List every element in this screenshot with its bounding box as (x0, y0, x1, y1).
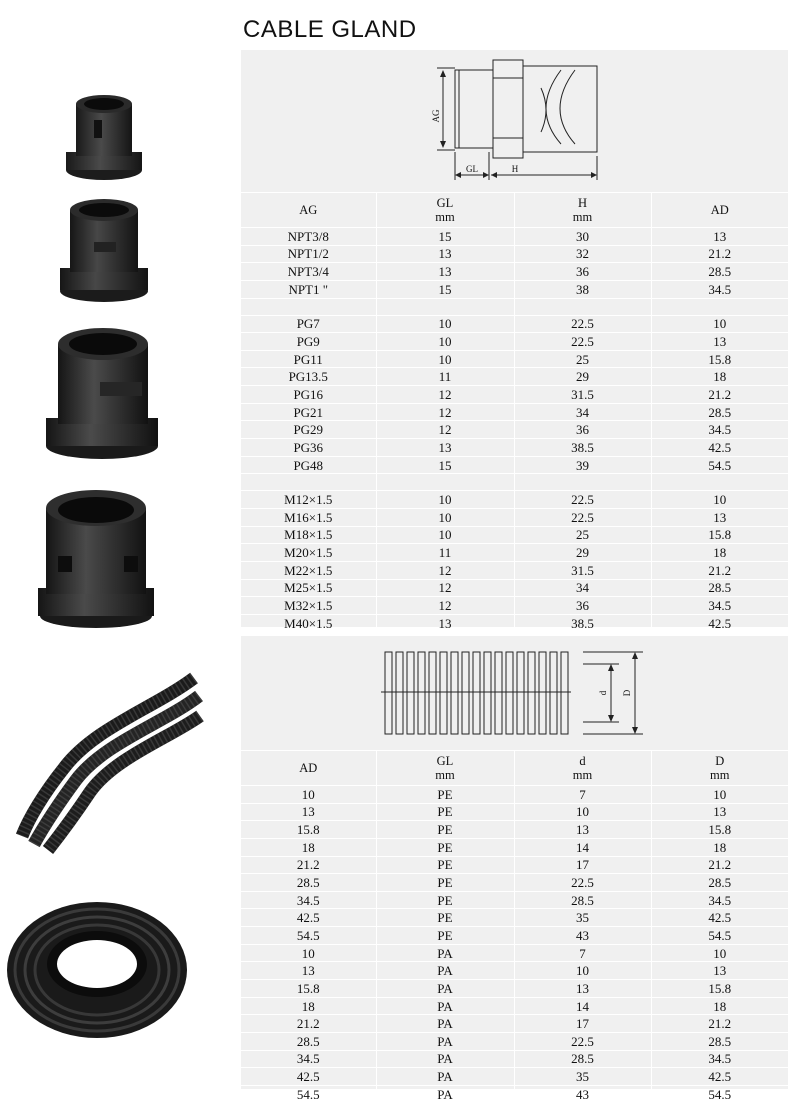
table-cell: 15.8 (651, 821, 788, 839)
table-cell: M16×1.5 (241, 508, 376, 526)
table-cell: 15.8 (651, 980, 788, 998)
table-cell: PG16 (241, 386, 376, 404)
table-cell: 13 (651, 962, 788, 980)
table-cell: PG29 (241, 421, 376, 439)
table-row (241, 1015, 788, 1033)
table-cell: 42.5 (651, 614, 788, 632)
table-cell: 25 (514, 526, 651, 544)
table-cell: 18 (241, 838, 376, 856)
table-cell: 11 (376, 368, 514, 386)
table-row (241, 421, 788, 439)
table-cell: 28.5 (651, 874, 788, 892)
table-row (241, 786, 788, 804)
conduit-rib (429, 652, 436, 734)
table-cell: 15 (376, 456, 514, 474)
group-separator-row (241, 474, 788, 491)
table-row (241, 874, 788, 892)
table-cell: 10 (651, 315, 788, 333)
conduit-rib (495, 652, 502, 734)
column-header-unit: mm (435, 768, 455, 782)
table-cell: 42.5 (651, 439, 788, 457)
column-header (514, 193, 651, 228)
table-cell: 21.2 (651, 561, 788, 579)
table-cell: PA (376, 1068, 514, 1086)
table-cell: 43 (514, 927, 651, 945)
conduit-rib (396, 652, 403, 734)
table-cell: 18 (651, 368, 788, 386)
table-cell: 13 (514, 821, 651, 839)
table-cell: 13 (241, 962, 376, 980)
table-cell: 14 (514, 838, 651, 856)
column-header (376, 751, 514, 786)
conduit-coil-photo (4, 892, 190, 1042)
table-cell: 13 (376, 263, 514, 281)
column-header-unit: mm (572, 210, 593, 224)
table-cell: 28.5 (241, 874, 376, 892)
table-cell: PA (376, 1085, 514, 1102)
table-cell: 10 (514, 962, 651, 980)
conduit-rib (451, 652, 458, 734)
table-cell: 42.5 (241, 1068, 376, 1086)
table-cell: 36 (514, 421, 651, 439)
column-header (514, 751, 651, 786)
table-cell: M40×1.5 (241, 614, 376, 632)
table-cell: NPT1/2 (241, 245, 376, 263)
empty-cell (514, 298, 651, 315)
table-cell: 38.5 (514, 614, 651, 632)
table-cell: 38 (514, 280, 651, 298)
h-dimension-label: H (511, 164, 519, 174)
table-cell: 34 (514, 403, 651, 421)
table-cell: 12 (376, 421, 514, 439)
cable-gland-table (241, 192, 788, 649)
table-cell: 18 (651, 838, 788, 856)
empty-cell (241, 298, 376, 315)
table-cell: 13 (651, 333, 788, 351)
table-cell: 54.5 (651, 1085, 788, 1102)
table-cell: 32 (514, 245, 651, 263)
table-cell: 22.5 (514, 508, 651, 526)
table-header-row (241, 193, 788, 228)
table-cell: PE (376, 874, 514, 892)
table-row (241, 838, 788, 856)
table-cell: 21.2 (651, 1015, 788, 1033)
table-cell: 21.2 (651, 856, 788, 874)
column-header (376, 193, 514, 228)
cable-gland-photo-2 (54, 196, 154, 304)
table-cell: 36 (514, 263, 651, 281)
table-row (241, 245, 788, 263)
table-cell: 29 (514, 544, 651, 562)
group-separator-row (241, 298, 788, 315)
table-row (241, 508, 788, 526)
cable-gland-drawing (241, 50, 788, 192)
conduit-rib (539, 652, 546, 734)
table-cell: 25 (514, 350, 651, 368)
d-dimension-label: d (598, 690, 608, 696)
table-row (241, 439, 788, 457)
table-cell: 42.5 (241, 909, 376, 927)
table-header-row (241, 751, 788, 786)
table-cell: 10 (651, 491, 788, 509)
table-cell: PA (376, 997, 514, 1015)
table-cell: 17 (514, 1015, 651, 1033)
conduit-rib (517, 652, 524, 734)
table-cell: 28.5 (651, 1032, 788, 1050)
table-cell: 54.5 (651, 456, 788, 474)
table-cell: PE (376, 786, 514, 804)
page-title: CABLE GLAND (243, 16, 417, 43)
conduit-hose-photo (4, 668, 204, 858)
table-cell: 10 (376, 526, 514, 544)
table-cell: PG21 (241, 403, 376, 421)
table-row (241, 803, 788, 821)
table-cell: 10 (376, 315, 514, 333)
table-cell: 12 (376, 597, 514, 615)
table-cell: 42.5 (651, 909, 788, 927)
table-cell: 10 (651, 786, 788, 804)
empty-cell (241, 474, 376, 491)
table-row (241, 350, 788, 368)
table-cell: 34.5 (651, 1050, 788, 1068)
table-cell: 15.8 (651, 526, 788, 544)
table-row (241, 614, 788, 632)
table-cell: 21.2 (241, 856, 376, 874)
table-row (241, 544, 788, 562)
empty-cell (651, 474, 788, 491)
table-cell: NPT3/4 (241, 263, 376, 281)
table-cell: 22.5 (514, 1032, 651, 1050)
table-cell: M32×1.5 (241, 597, 376, 615)
table-cell: 12 (376, 386, 514, 404)
column-header-name: d (579, 754, 586, 768)
table-cell: PG7 (241, 315, 376, 333)
table-cell: 28.5 (651, 263, 788, 281)
conduit-table (241, 750, 788, 1103)
table-cell: 12 (376, 579, 514, 597)
cable-gland-panel (241, 50, 788, 631)
table-cell: 28.5 (651, 403, 788, 421)
table-cell: PE (376, 838, 514, 856)
table-row (241, 597, 788, 615)
table-cell: 10 (651, 944, 788, 962)
table-cell: 22.5 (514, 315, 651, 333)
table-cell: PA (376, 944, 514, 962)
table-cell: PE (376, 909, 514, 927)
table-cell: PA (376, 1050, 514, 1068)
table-cell: 28.5 (241, 1032, 376, 1050)
table-cell: PA (376, 980, 514, 998)
table-cell: 54.5 (651, 927, 788, 945)
table-cell: 10 (376, 350, 514, 368)
table-row (241, 891, 788, 909)
conduit-rib (385, 652, 392, 734)
table-row (241, 1032, 788, 1050)
table-cell: 34.5 (651, 891, 788, 909)
table-cell: 13 (241, 803, 376, 821)
table-cell: PA (376, 1032, 514, 1050)
column-header-name: GL (436, 196, 454, 210)
conduit-rib (484, 652, 491, 734)
column-header-name: AD (299, 761, 318, 775)
table-cell: M18×1.5 (241, 526, 376, 544)
table-cell: PE (376, 927, 514, 945)
table-cell: 54.5 (241, 927, 376, 945)
table-cell: 34.5 (241, 1050, 376, 1068)
table-cell: PG9 (241, 333, 376, 351)
conduit-rib (418, 652, 425, 734)
table-row (241, 909, 788, 927)
cable-gland-photo-3 (40, 322, 165, 462)
table-cell: 21.2 (651, 386, 788, 404)
column-header-name: GL (436, 754, 454, 768)
table-cell: PA (376, 962, 514, 980)
table-cell: NPT1 " (241, 280, 376, 298)
table-row (241, 228, 788, 246)
table-row (241, 1050, 788, 1068)
table-cell: 10 (514, 803, 651, 821)
table-cell: 43 (514, 1085, 651, 1102)
column-header-name: H (577, 196, 588, 210)
table-cell: 21.2 (241, 1015, 376, 1033)
table-cell: 29 (514, 368, 651, 386)
table-cell: 15.8 (241, 980, 376, 998)
empty-cell (376, 298, 514, 315)
table-row (241, 280, 788, 298)
table-row (241, 333, 788, 351)
table-cell: 39 (514, 456, 651, 474)
table-cell: 34.5 (651, 421, 788, 439)
table-cell: 34 (514, 579, 651, 597)
table-cell: 35 (514, 909, 651, 927)
ag-dimension-label: AG (431, 109, 441, 123)
column-header (651, 751, 788, 786)
table-cell: 14 (514, 997, 651, 1015)
table-row (241, 386, 788, 404)
table-cell: 28.5 (514, 1050, 651, 1068)
table-cell: 17 (514, 856, 651, 874)
table-cell: 10 (241, 944, 376, 962)
table-row (241, 456, 788, 474)
table-row (241, 980, 788, 998)
conduit-rib (528, 652, 535, 734)
table-cell: 18 (651, 997, 788, 1015)
table-cell: 10 (376, 508, 514, 526)
table-cell: 31.5 (514, 561, 651, 579)
table-cell: PE (376, 891, 514, 909)
column-header-name: AG (299, 203, 318, 217)
table-cell: 13 (376, 439, 514, 457)
table-row (241, 491, 788, 509)
table-cell: 15 (376, 280, 514, 298)
table-row (241, 561, 788, 579)
table-cell: 22.5 (514, 333, 651, 351)
table-cell: PG48 (241, 456, 376, 474)
table-row (241, 315, 788, 333)
column-header-name: AD (710, 203, 729, 217)
cable-gland-photo-4 (36, 484, 156, 632)
table-cell: 15.8 (651, 350, 788, 368)
table-cell: 28.5 (651, 579, 788, 597)
table-cell: 13 (376, 614, 514, 632)
table-row (241, 263, 788, 281)
conduit-drawing (241, 636, 788, 750)
table-cell: 12 (376, 403, 514, 421)
table-cell: 15.8 (241, 821, 376, 839)
table-cell: 18 (241, 997, 376, 1015)
table-cell: 34.5 (241, 891, 376, 909)
table-cell: 28.5 (514, 891, 651, 909)
table-cell: 21.2 (651, 245, 788, 263)
empty-cell (514, 474, 651, 491)
table-cell: 15 (376, 228, 514, 246)
table-row (241, 997, 788, 1015)
gl-dimension-label: GL (466, 164, 478, 174)
table-cell: 13 (651, 508, 788, 526)
column-header-unit: mm (572, 768, 593, 782)
table-cell: 18 (651, 544, 788, 562)
table-cell: 13 (514, 980, 651, 998)
table-row (241, 962, 788, 980)
table-cell: PE (376, 803, 514, 821)
table-cell: 36 (514, 597, 651, 615)
table-row (241, 526, 788, 544)
table-row (241, 579, 788, 597)
column-header (241, 751, 376, 786)
conduit-rib (561, 652, 568, 734)
table-cell: 13 (376, 245, 514, 263)
table-cell: PA (376, 1015, 514, 1033)
table-cell: 13 (651, 228, 788, 246)
table-cell: 13 (651, 803, 788, 821)
table-cell: 11 (376, 544, 514, 562)
table-cell: 7 (514, 944, 651, 962)
column-header-name: D (715, 754, 725, 768)
cable-gland-photo-1 (64, 90, 144, 182)
table-cell: 42.5 (651, 1068, 788, 1086)
table-cell: NPT3/8 (241, 228, 376, 246)
table-cell: 7 (514, 786, 651, 804)
conduit-panel (241, 636, 788, 1102)
conduit-rib (506, 652, 513, 734)
table-cell: 34.5 (651, 597, 788, 615)
table-row (241, 927, 788, 945)
table-row (241, 1068, 788, 1086)
column-header (651, 193, 788, 228)
conduit-rib (462, 652, 469, 734)
table-cell: M25×1.5 (241, 579, 376, 597)
table-cell: 35 (514, 1068, 651, 1086)
table-cell: 34.5 (651, 280, 788, 298)
table-row (241, 944, 788, 962)
table-row (241, 403, 788, 421)
table-row (241, 821, 788, 839)
table-cell: 22.5 (514, 874, 651, 892)
conduit-rib (440, 652, 447, 734)
table-cell: PE (376, 821, 514, 839)
table-cell: 12 (376, 561, 514, 579)
conduit-rib (407, 652, 414, 734)
column-header (241, 193, 376, 228)
table-cell: 30 (514, 228, 651, 246)
table-row (241, 1085, 788, 1102)
table-cell: PG36 (241, 439, 376, 457)
column-header-unit: mm (710, 768, 730, 782)
table-cell: 38.5 (514, 439, 651, 457)
table-cell: M12×1.5 (241, 491, 376, 509)
empty-cell (376, 474, 514, 491)
table-cell: PE (376, 856, 514, 874)
table-row (241, 368, 788, 386)
empty-cell (651, 298, 788, 315)
table-cell: PG11 (241, 350, 376, 368)
conduit-rib (473, 652, 480, 734)
D-dimension-label: D (622, 689, 632, 697)
column-header-unit: mm (435, 210, 455, 224)
table-cell: 54.5 (241, 1085, 376, 1102)
table-cell: 31.5 (514, 386, 651, 404)
table-cell: 10 (376, 491, 514, 509)
table-cell: 10 (376, 333, 514, 351)
table-row (241, 856, 788, 874)
table-cell: 22.5 (514, 491, 651, 509)
table-cell: M20×1.5 (241, 544, 376, 562)
table-cell: M22×1.5 (241, 561, 376, 579)
table-cell: 10 (241, 786, 376, 804)
table-cell: PG13.5 (241, 368, 376, 386)
conduit-rib (550, 652, 557, 734)
